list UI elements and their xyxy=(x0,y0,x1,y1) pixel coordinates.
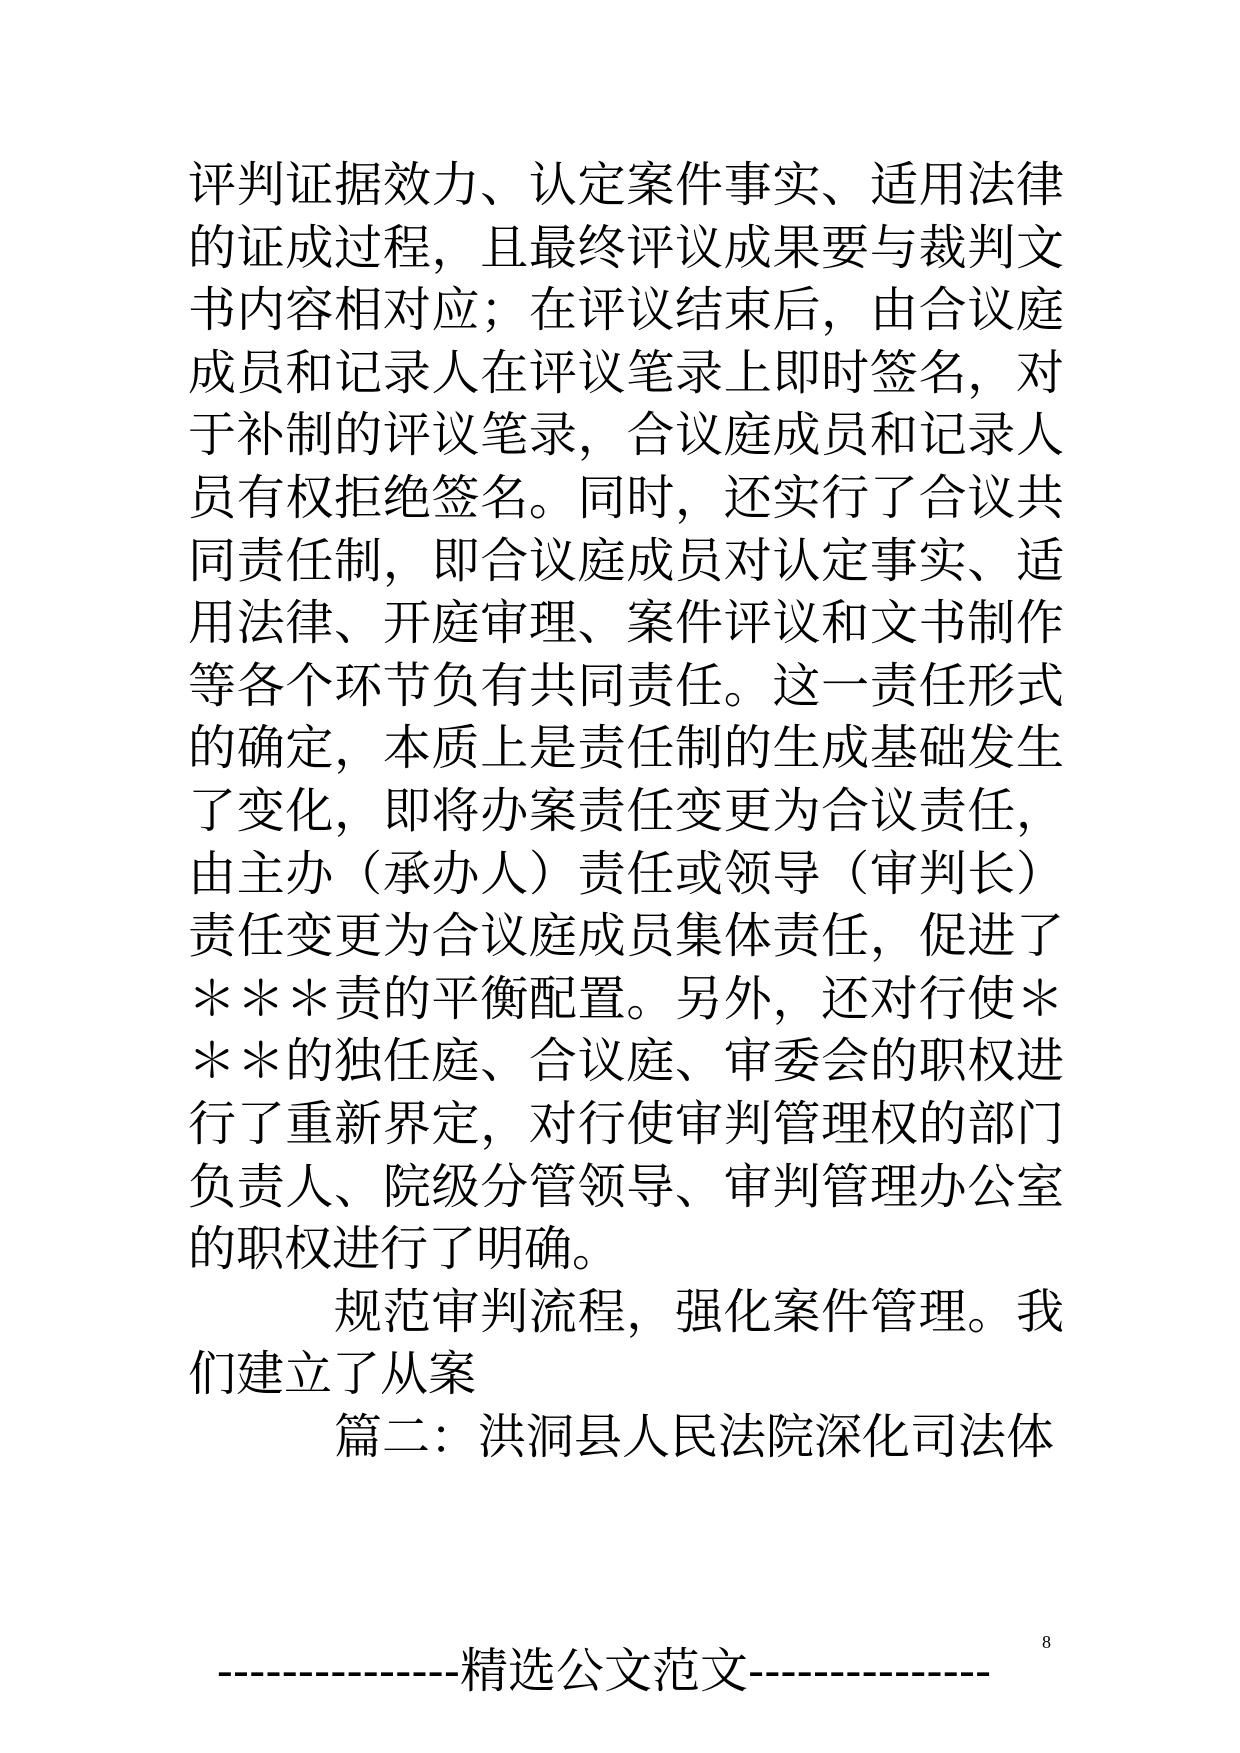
document-body xyxy=(188,154,1064,1468)
paragraph-chapter-two-heading: 篇二：洪洞县人民法院深化司法体 xyxy=(334,1408,1055,1465)
paragraph-continuation: 评判证据效力、认定案件事实、适用法律的证成过程，且最终评议成果要与裁判文书内容相对应；在评议结束后，由合议庭成员和记录人在评议笔录上即时签名，对于补制的评议笔录，合议庭成员和记录人员有权拒绝签名。同时，还实行了合议共同责任制，即合议庭成员对认定事实、适用法律、开庭审理、案件评议和文书制作等各个环节负有共同责任。这一责任形式的确定，本质上是责任制的生成基础发生了变化，即将办案责任变更为合议责任，由主办（承办人）责任或领导（审判长）责任变更为合议庭成员集体责任，促进了＊＊＊责的平衡配置。另外，还对行使＊＊＊的独任庭、合议庭、审委会的职权进行了重新界定，对行使审判管理权的部门负责人、院级分管领导、审判管理办公室的职权进行了明确。 xyxy=(188,157,1064,1278)
page-number: 8 xyxy=(1042,1632,1051,1652)
page-footer: ---------------精选公文范文--------------- xyxy=(216,1643,992,1699)
paragraph-standardize-trial: 规范审判流程，强化案件管理。我们建立了从案 xyxy=(188,1283,1064,1403)
